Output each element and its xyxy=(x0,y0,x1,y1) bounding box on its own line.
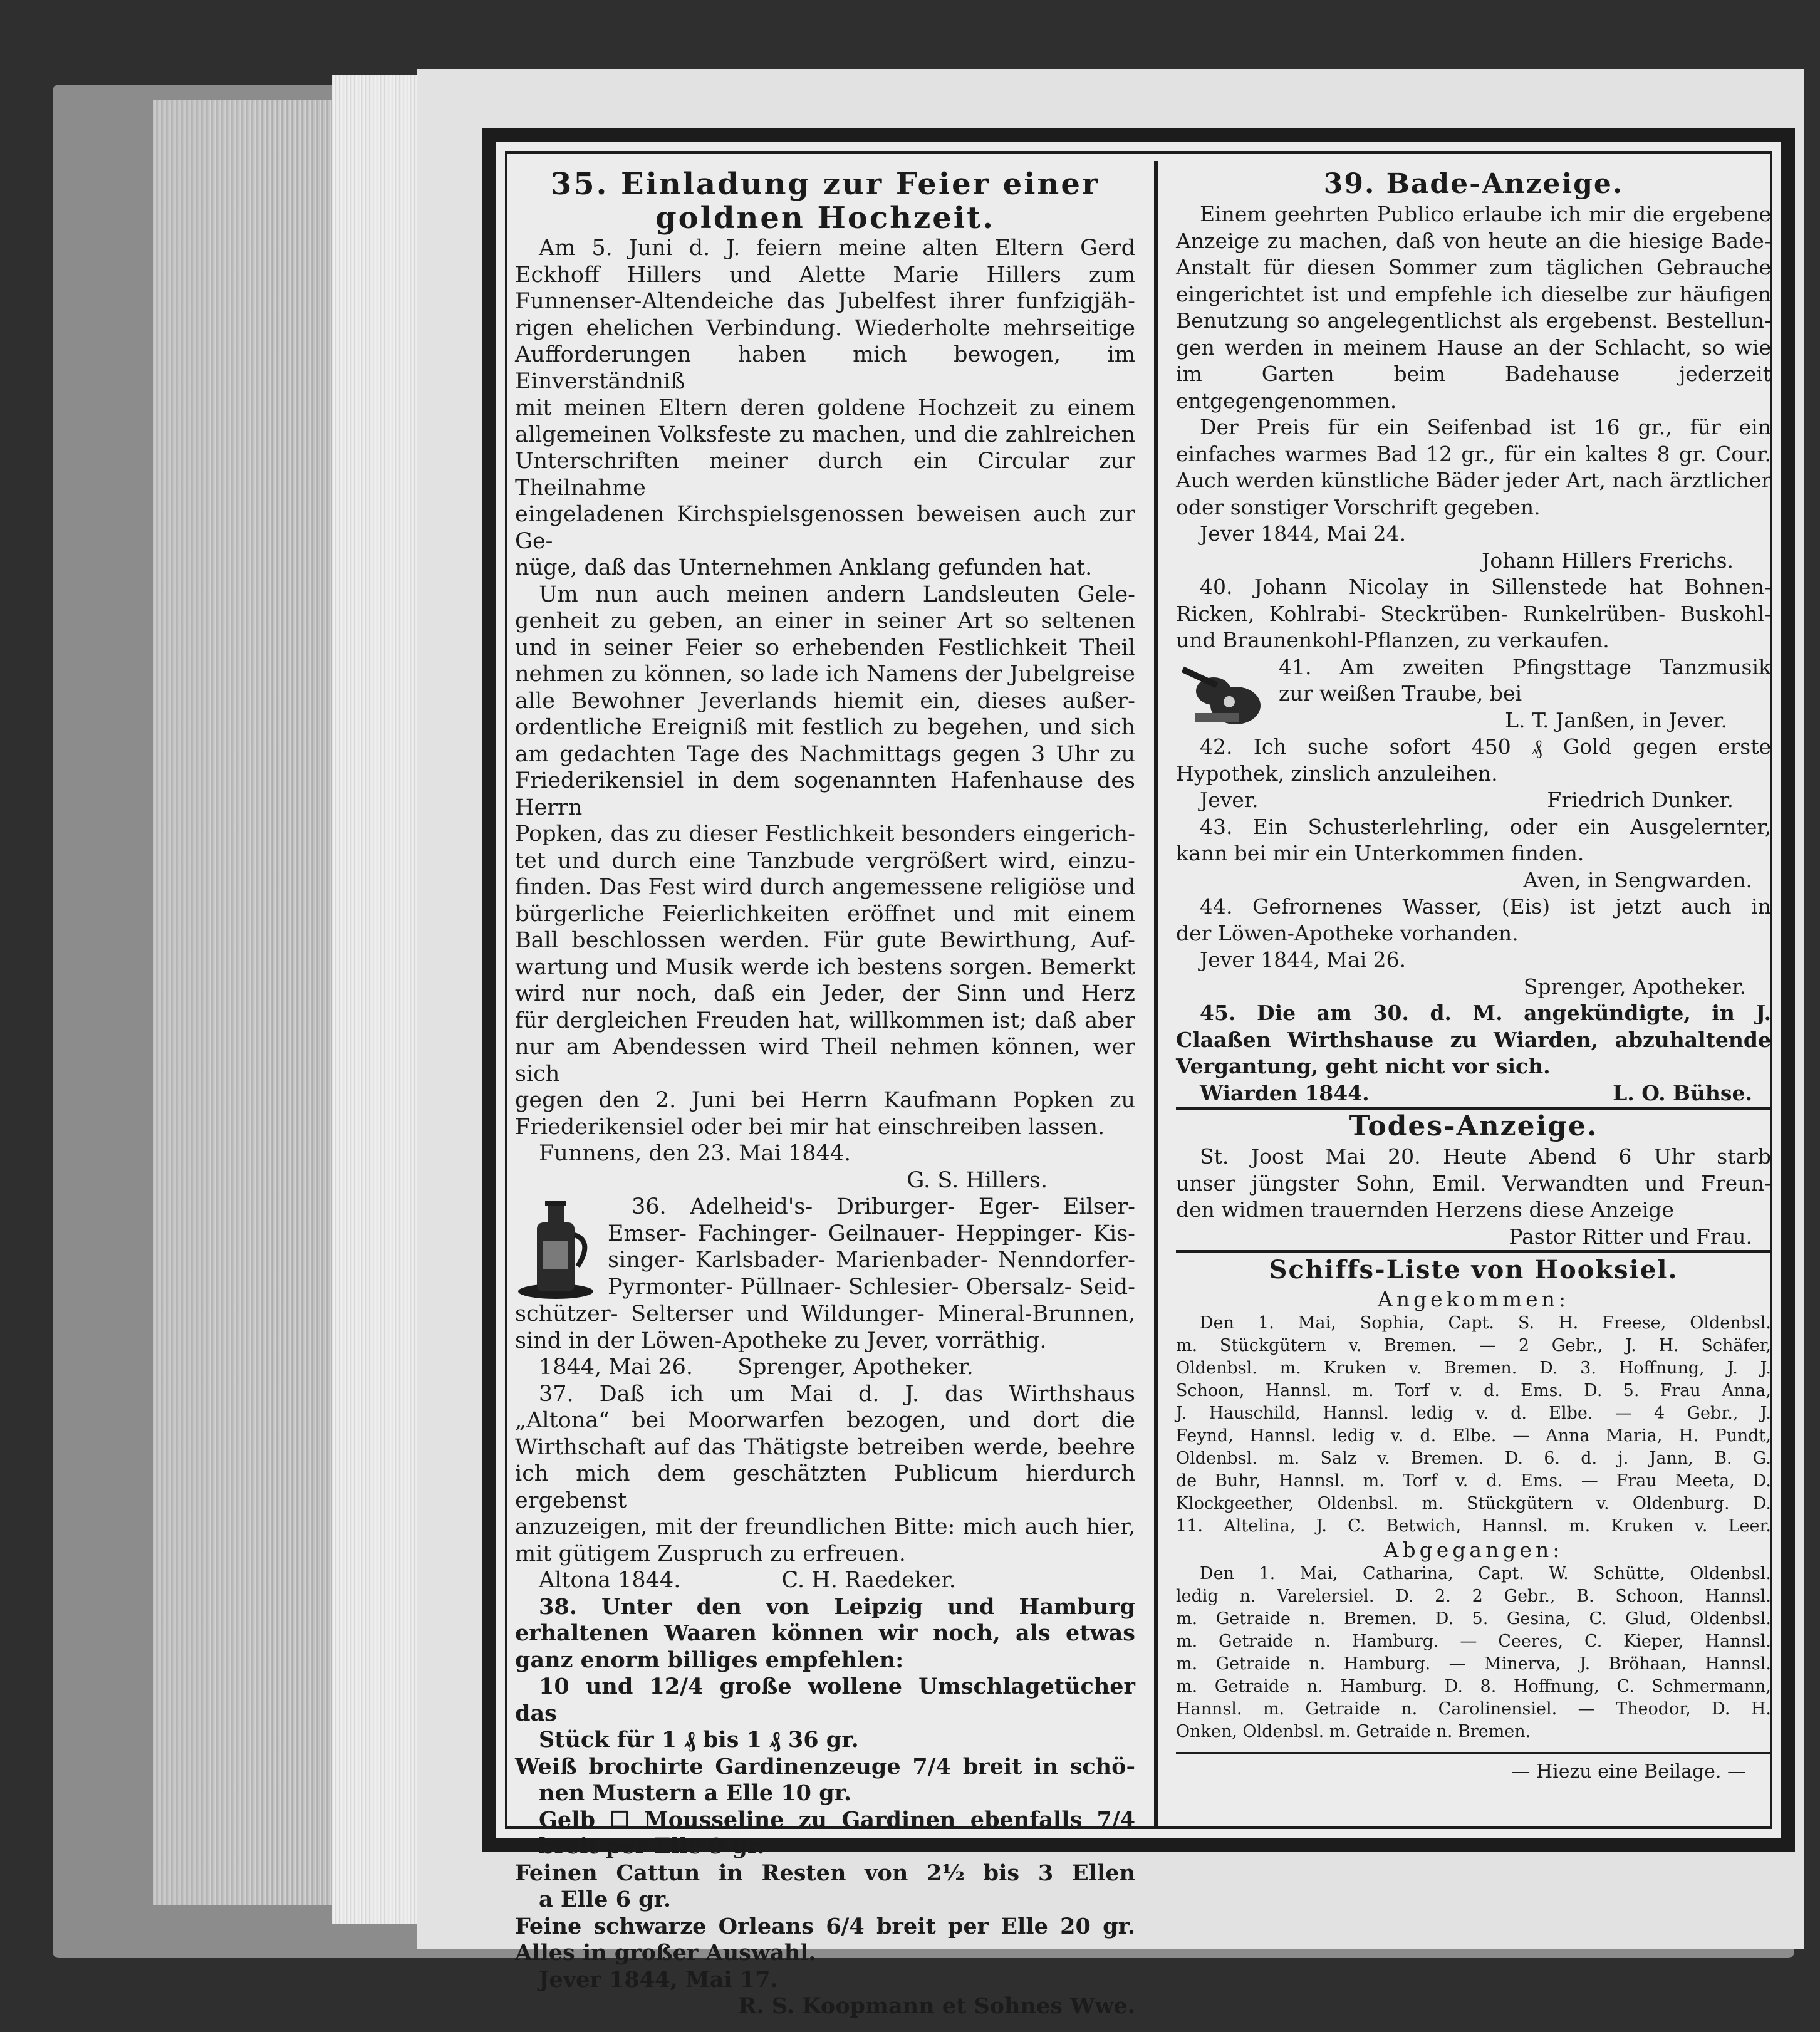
text-line: „Altona“ bei Moorwarfen bezogen, und dort die xyxy=(515,1408,1135,1433)
text-line: eingerichtet ist und empfehle ich dieselbe zur häufigen xyxy=(1176,281,1771,306)
ship-line: m. Getraide n. Bremen. D. 5. Gesina, C. Glud, Oldenbsl. xyxy=(1176,1609,1771,1628)
text-line: erhaltenen Waaren können wir noch, als etwas xyxy=(515,1620,1135,1646)
text-line: gen werden in meinem Hause an der Schlacht, so wie xyxy=(1176,335,1771,360)
notice-39 xyxy=(1176,167,1771,574)
notice-41 xyxy=(1176,654,1771,734)
notice-42 xyxy=(1176,734,1771,814)
ship-line: Den 1. Mai, Catharina, Capt. W. Schütte, Oldenbsl. xyxy=(1200,1564,1771,1583)
text-line: Eckhoff Hillers und Alette Marie Hillers zum xyxy=(515,262,1135,288)
notice-35-body xyxy=(515,235,1135,1194)
notice-39-title: 39. Bade-Anzeige. xyxy=(1323,168,1624,200)
text-line: Um nun auch meinen andern Landsleuten Gele- xyxy=(539,581,1135,607)
text-line: Alles in großer Auswahl. xyxy=(515,1940,816,1966)
text-line: und in seiner Feier so erhebenden Festlichkeit Theil xyxy=(515,635,1135,660)
notice-37 xyxy=(515,1381,1135,1594)
ship-line: m. Stückgütern v. Bremen. — 2 Gebr., J. H. Schäfer, xyxy=(1176,1336,1771,1355)
page-edges-inner xyxy=(332,75,426,1924)
text-line: einfaches warmes Bad 12 gr., für ein kaltes 8 gr. Cour. xyxy=(1176,441,1771,466)
right-column xyxy=(1176,167,1771,1784)
text-line: Funnenser-Altendeiche das Jubelfest ihrer funfzigjäh- xyxy=(515,289,1135,314)
text-line: schützer- Selterser und Wildunger- Mineral-Brunnen, xyxy=(515,1301,1135,1326)
text-line: Hypothek, zinslich anzuleihen. xyxy=(1176,761,1498,786)
text-line: rigen ehelichen Verbindung. Wiederholte mehrseitige xyxy=(515,315,1135,341)
text-line: Gelb ☐ Mousseline zu Gardinen ebenfalls 7/4 xyxy=(539,1806,1135,1833)
ship-line: m. Getraide n. Hamburg. — Minerva, J. Bröhaan, Hannsl. xyxy=(1176,1654,1771,1674)
date: 1844, Mai 26. xyxy=(539,1355,694,1380)
ship-line: ledig n. Varelersiel. D. 2. 2 Gebr., B. Schoon, Hannsl. xyxy=(1176,1587,1771,1606)
notice-43 xyxy=(1176,814,1771,894)
death-notice-title: Todes-Anzeige. xyxy=(1349,1110,1598,1142)
text-line: zur weißen Traube, bei xyxy=(1279,681,1522,706)
signature: L. T. Janßen, in Jever. xyxy=(1505,707,1727,732)
text-line: Benutzung so angelegentlichst als ergebenst. Bestellun- xyxy=(1176,308,1771,333)
departed-list xyxy=(1176,1563,1771,1743)
ship-line: Feynd, Hannsl. ledig v. d. Elbe. — Anna Maria, H. Pundt, xyxy=(1176,1426,1771,1446)
ship-line: Schoon, Hannsl. m. Torf v. d. Ems. D. 5. Frau Anna, xyxy=(1176,1381,1771,1400)
notice-45-footer xyxy=(1176,1080,1771,1107)
ship-line: Onken, Oldenbsl. m. Getraide n. Bremen. xyxy=(1176,1722,1531,1741)
ship-list xyxy=(1176,1253,1771,1784)
signature: Aven, in Sengwarden. xyxy=(1523,867,1752,892)
text-line: ordentliche Ereigniß mit festlich zu begehen, und sich xyxy=(515,715,1135,740)
text-line: allgemeinen Volksfeste zu machen, und die zahlreichen xyxy=(515,422,1135,447)
signature: Johann Hillers Frerichs. xyxy=(1482,548,1734,573)
ship-line: Den 1. Mai, Sophia, Capt. S. H. Freese, Oldenbsl. xyxy=(1200,1313,1771,1333)
text-line: a Elle 6 gr. xyxy=(539,1887,672,1912)
date: Jever 1844, Mai 17. xyxy=(539,1966,778,1993)
left-column xyxy=(515,167,1135,2020)
text-line: tet und durch eine Tanzbude vergrößert wird, einzu- xyxy=(515,848,1135,873)
ship-line: Oldenbsl. m. Kruken v. Bremen. D. 3. Hoffnung, J. J. xyxy=(1176,1358,1771,1378)
signature: Friedrich Dunker. xyxy=(1547,788,1734,812)
text-line: ganz enorm billiges empfehlen: xyxy=(515,1647,904,1673)
place-date: Funnens, den 23. Mai 1844. xyxy=(539,1141,851,1166)
text-line: breit per Elle 9 gr. xyxy=(539,1833,765,1859)
text-line: Weiß brochirte Gardinenzeuge 7/4 breit in schö- xyxy=(515,1753,1135,1779)
divider xyxy=(1176,1752,1771,1754)
text-line: 40. Johann Nicolay in Sillenstede hat Bohnen- xyxy=(1200,575,1771,599)
place: Jever. xyxy=(1200,788,1259,812)
text-line: 36. Adelheid's- Driburger- Eger- Eilser- xyxy=(632,1194,1135,1219)
text-line: für dergleichen Freuden hat, willkommen ist; daß aber xyxy=(515,1008,1135,1033)
text-line: St. Joost Mai 20. Heute Abend 6 Uhr starb xyxy=(1200,1144,1771,1169)
advertisement-frame xyxy=(482,128,1795,2019)
text-line: sind in der Löwen-Apotheke zu Jever, vorräthig. xyxy=(515,1328,1047,1353)
text-line: Wirthschaft auf das Thätigste betreiben werde, beehre xyxy=(515,1434,1135,1460)
text-line: 44. Gefrornenes Wasser, (Eis) ist jetzt auch in xyxy=(1200,894,1771,919)
text-line: nüge, daß das Unternehmen Anklang gefunden hat. xyxy=(515,555,1093,580)
text-line: finden. Das Fest wird durch angemessene religiöse und xyxy=(515,875,1135,900)
text-line: bürgerliche Feierlichkeiten eröffnet und mit einem xyxy=(515,901,1135,927)
ship-list-title: Schiffs-Liste von Hooksiel. xyxy=(1269,1255,1678,1284)
death-notice xyxy=(1176,1110,1771,1250)
text-line: Der Preis für ein Seifenbad ist 16 gr., für ein xyxy=(1200,415,1771,439)
text-line: den widmen trauernden Herzens diese Anzeige xyxy=(1176,1197,1674,1222)
text-line: unser jüngster Sohn, Emil. Verwandten und Freun- xyxy=(1176,1170,1771,1196)
arrived-list xyxy=(1176,1312,1771,1538)
notice-38 xyxy=(515,1594,1135,2020)
text-line: ich mich dem geschätzten Publicum hierdurch ergebenst xyxy=(515,1461,1135,1513)
notice-40 xyxy=(1176,574,1771,654)
text-line: Auch werden künstliche Bäder jeder Art, nach ärztlicher xyxy=(1176,468,1771,492)
notice-45 xyxy=(1176,1000,1771,1107)
text-line: Unterschriften meiner durch ein Circular zur Theilnahme xyxy=(515,449,1135,501)
text-line: Am 5. Juni d. J. feiern meine alten Eltern Gerd xyxy=(539,236,1135,261)
text-line: der Löwen-Apotheke vorhanden. xyxy=(1176,920,1519,946)
notice-44 xyxy=(1176,894,1771,1000)
text-line: Popken, das zu dieser Festlichkeit besonders eingerich- xyxy=(515,821,1135,847)
place: Altona 1844. xyxy=(539,1568,681,1593)
text-line: 43. Ein Schusterlehrling, oder ein Ausgelernter, xyxy=(1200,814,1771,839)
text-line: 10 und 12/4 große wollene Umschlagetücher das xyxy=(515,1674,1135,1726)
text-line: 41. Am zweiten Pfingsttage Tanzmusik xyxy=(1279,654,1771,679)
ship-line: m. Getraide n. Hamburg. — Ceeres, C. Kieper, Hannsl. xyxy=(1176,1632,1771,1651)
text-line: alle Bewohner Jeverlands hiemit ein, dieses außer- xyxy=(515,688,1135,714)
mineral-water-jug-icon xyxy=(515,1197,596,1301)
text-line: Ricken, Kohlrabi- Steckrüben- Runkelrüben- Buskohl- xyxy=(1176,601,1771,626)
notice-36 xyxy=(515,1194,1135,1381)
text-line: nur am Abendessen wird Theil nehmen können, wer sich xyxy=(515,1034,1135,1086)
supplement-note: — Hiezu eine Beilage. — xyxy=(1511,1761,1746,1783)
signature: R. S. Koopmann et Sohnes Wwe. xyxy=(738,1993,1135,2019)
text-line: 38. Unter den von Leipzig und Hamburg xyxy=(539,1593,1135,1620)
ship-line: de Buhr, Hannsl. m. Torf v. d. Ems. — Frau Meeta, D. xyxy=(1176,1471,1771,1491)
text-line: Ball beschlossen werden. Für gute Bewirthung, Auf- xyxy=(515,928,1135,953)
text-line: wartung und Musik werde ich bestens sorgen. Bemerkt xyxy=(515,954,1135,980)
text-line: nehmen zu können, so lade ich Namens der Jubelgreise xyxy=(515,662,1135,687)
signature: G. S. Hillers. xyxy=(907,1167,1048,1193)
date: Jever 1844, Mai 24. xyxy=(1200,521,1407,546)
notice-35 xyxy=(515,167,1135,1194)
text-line: Friederikensiel in dem sogenannten Hafenhause des Herrn xyxy=(515,768,1135,820)
ship-line: Hannsl. m. Getraide n. Carolinensiel. — Theodor, D. H. xyxy=(1176,1699,1771,1719)
ship-line: Klockgeether, Oldenbsl. m. Stückgütern v. Oldenburg. D. xyxy=(1176,1494,1771,1513)
text-line: anzuzeigen, mit der freundlichen Bitte: mich auch hier, xyxy=(515,1514,1135,1540)
signature: Pastor Ritter und Frau. xyxy=(1509,1224,1752,1249)
text-line: gegen den 2. Juni bei Herrn Kaufmann Popken zu xyxy=(515,1088,1135,1113)
guitar-icon xyxy=(1176,657,1270,732)
text-line: Stück für 1 ₰ bis 1 ₰ 36 gr. xyxy=(539,1727,859,1753)
text-line: 42. Ich suche sofort 450 ₰ Gold gegen erste xyxy=(1200,734,1771,759)
text-line: im Garten beim Badehause jederzeit entgegengenommen. xyxy=(1176,362,1771,413)
text-line: Feinen Cattun in Resten von 2½ bis 3 Ellen xyxy=(515,1860,1135,1886)
signature: L. O. Bühse. xyxy=(1613,1080,1752,1105)
ship-line: Oldenbsl. m. Salz v. Bremen. D. 6. d. j. Jann, B. G. xyxy=(1176,1449,1771,1468)
text-line: 37. Daß ich um Mai d. J. das Wirthshaus xyxy=(539,1381,1135,1407)
notice-35-title-2: goldnen Hochzeit. xyxy=(655,201,995,236)
death-notice-body xyxy=(1176,1144,1771,1250)
text-line: Aufforderungen haben mich bewogen, im Einverständniß xyxy=(515,342,1135,394)
ship-line: J. Hauschild, Hannsl. ledig v. d. Elbe. — 4 Gebr., J. xyxy=(1176,1404,1771,1423)
text-line: Vergantung, geht nicht vor sich. xyxy=(1176,1054,1551,1078)
signature: Sprenger, Apotheker. xyxy=(737,1355,974,1380)
notice-39-body xyxy=(1176,201,1771,574)
ship-line: m. Getraide n. Hamburg. D. 8. Hoffnung, C. Schmermann, xyxy=(1176,1677,1771,1696)
text-line: eingeladenen Kirchspielsgenossen beweisen auch zur Ge- xyxy=(515,502,1135,554)
text-line: kann bei mir ein Unterkommen finden. xyxy=(1176,841,1584,865)
text-line: und Braunenkohl-Pflanzen, zu verkaufen. xyxy=(1176,628,1609,652)
departed-heading: Abgegangen: xyxy=(1383,1538,1564,1562)
text-line: Anstalt für diesen Sommer zum täglichen Gebrauche xyxy=(1176,255,1771,279)
text-line: 45. Die am 30. d. M. angekündigte, in J. xyxy=(1200,1001,1771,1025)
text-line: Feine schwarze Orleans 6/4 breit per Elle 20 gr. xyxy=(515,1913,1135,1939)
text-line: mit gütigem Zuspruch zu erfreuen. xyxy=(515,1541,906,1566)
notice-35-title: 35. Einladung zur Feier einer xyxy=(550,167,1100,202)
text-line: Claaßen Wirthshause zu Wiarden, abzuhaltende xyxy=(1176,1027,1771,1052)
notice-42-footer xyxy=(1176,787,1771,814)
text-line: Friederikensiel oder bei mir hat einschreiben lassen. xyxy=(515,1114,1105,1140)
text-line: nen Mustern a Elle 10 gr. xyxy=(539,1780,852,1806)
column-separator xyxy=(1154,161,1158,1828)
text-line: mit meinen Eltern deren goldene Hochzeit zu einem xyxy=(515,395,1135,420)
text-line: oder sonstiger Vorschrift gegeben. xyxy=(1176,494,1541,519)
place: Wiarden 1844. xyxy=(1200,1080,1370,1105)
ship-line: 11. Altelina, J. C. Betwich, Hannsl. m. Kruken v. Leer. xyxy=(1176,1516,1771,1536)
text-line: wird nur noch, daß ein Jeder, der Sinn und Herz xyxy=(515,981,1135,1006)
text-line: singer- Karlsbader- Marienbader- Nenndorfer- xyxy=(608,1248,1135,1273)
arrived-heading: Angekommen: xyxy=(1377,1287,1570,1311)
text-line: Pyrmonter- Püllnaer- Schlesier- Obersalz- Seid- xyxy=(608,1274,1135,1300)
notice-37-footer xyxy=(515,1567,1135,1594)
text-line: genheit zu geben, an einer in seiner Art so seltenen xyxy=(515,608,1135,633)
text-line: Emser- Fachinger- Geilnauer- Heppinger- Kis- xyxy=(608,1221,1135,1246)
text-line: Anzeige zu machen, daß von heute an die hiesige Bade- xyxy=(1176,228,1771,253)
text-line: Einem geehrten Publico erlaube ich mir die ergebene xyxy=(1200,202,1771,226)
signature: C. H. Raedeker. xyxy=(781,1568,956,1593)
signature: Sprenger, Apotheker. xyxy=(1523,974,1746,999)
date: Jever 1844, Mai 26. xyxy=(1200,947,1407,972)
notice-36-footer xyxy=(515,1354,1135,1381)
text-line: am gedachten Tage des Nachmittags gegen 3 Uhr zu xyxy=(515,741,1135,767)
